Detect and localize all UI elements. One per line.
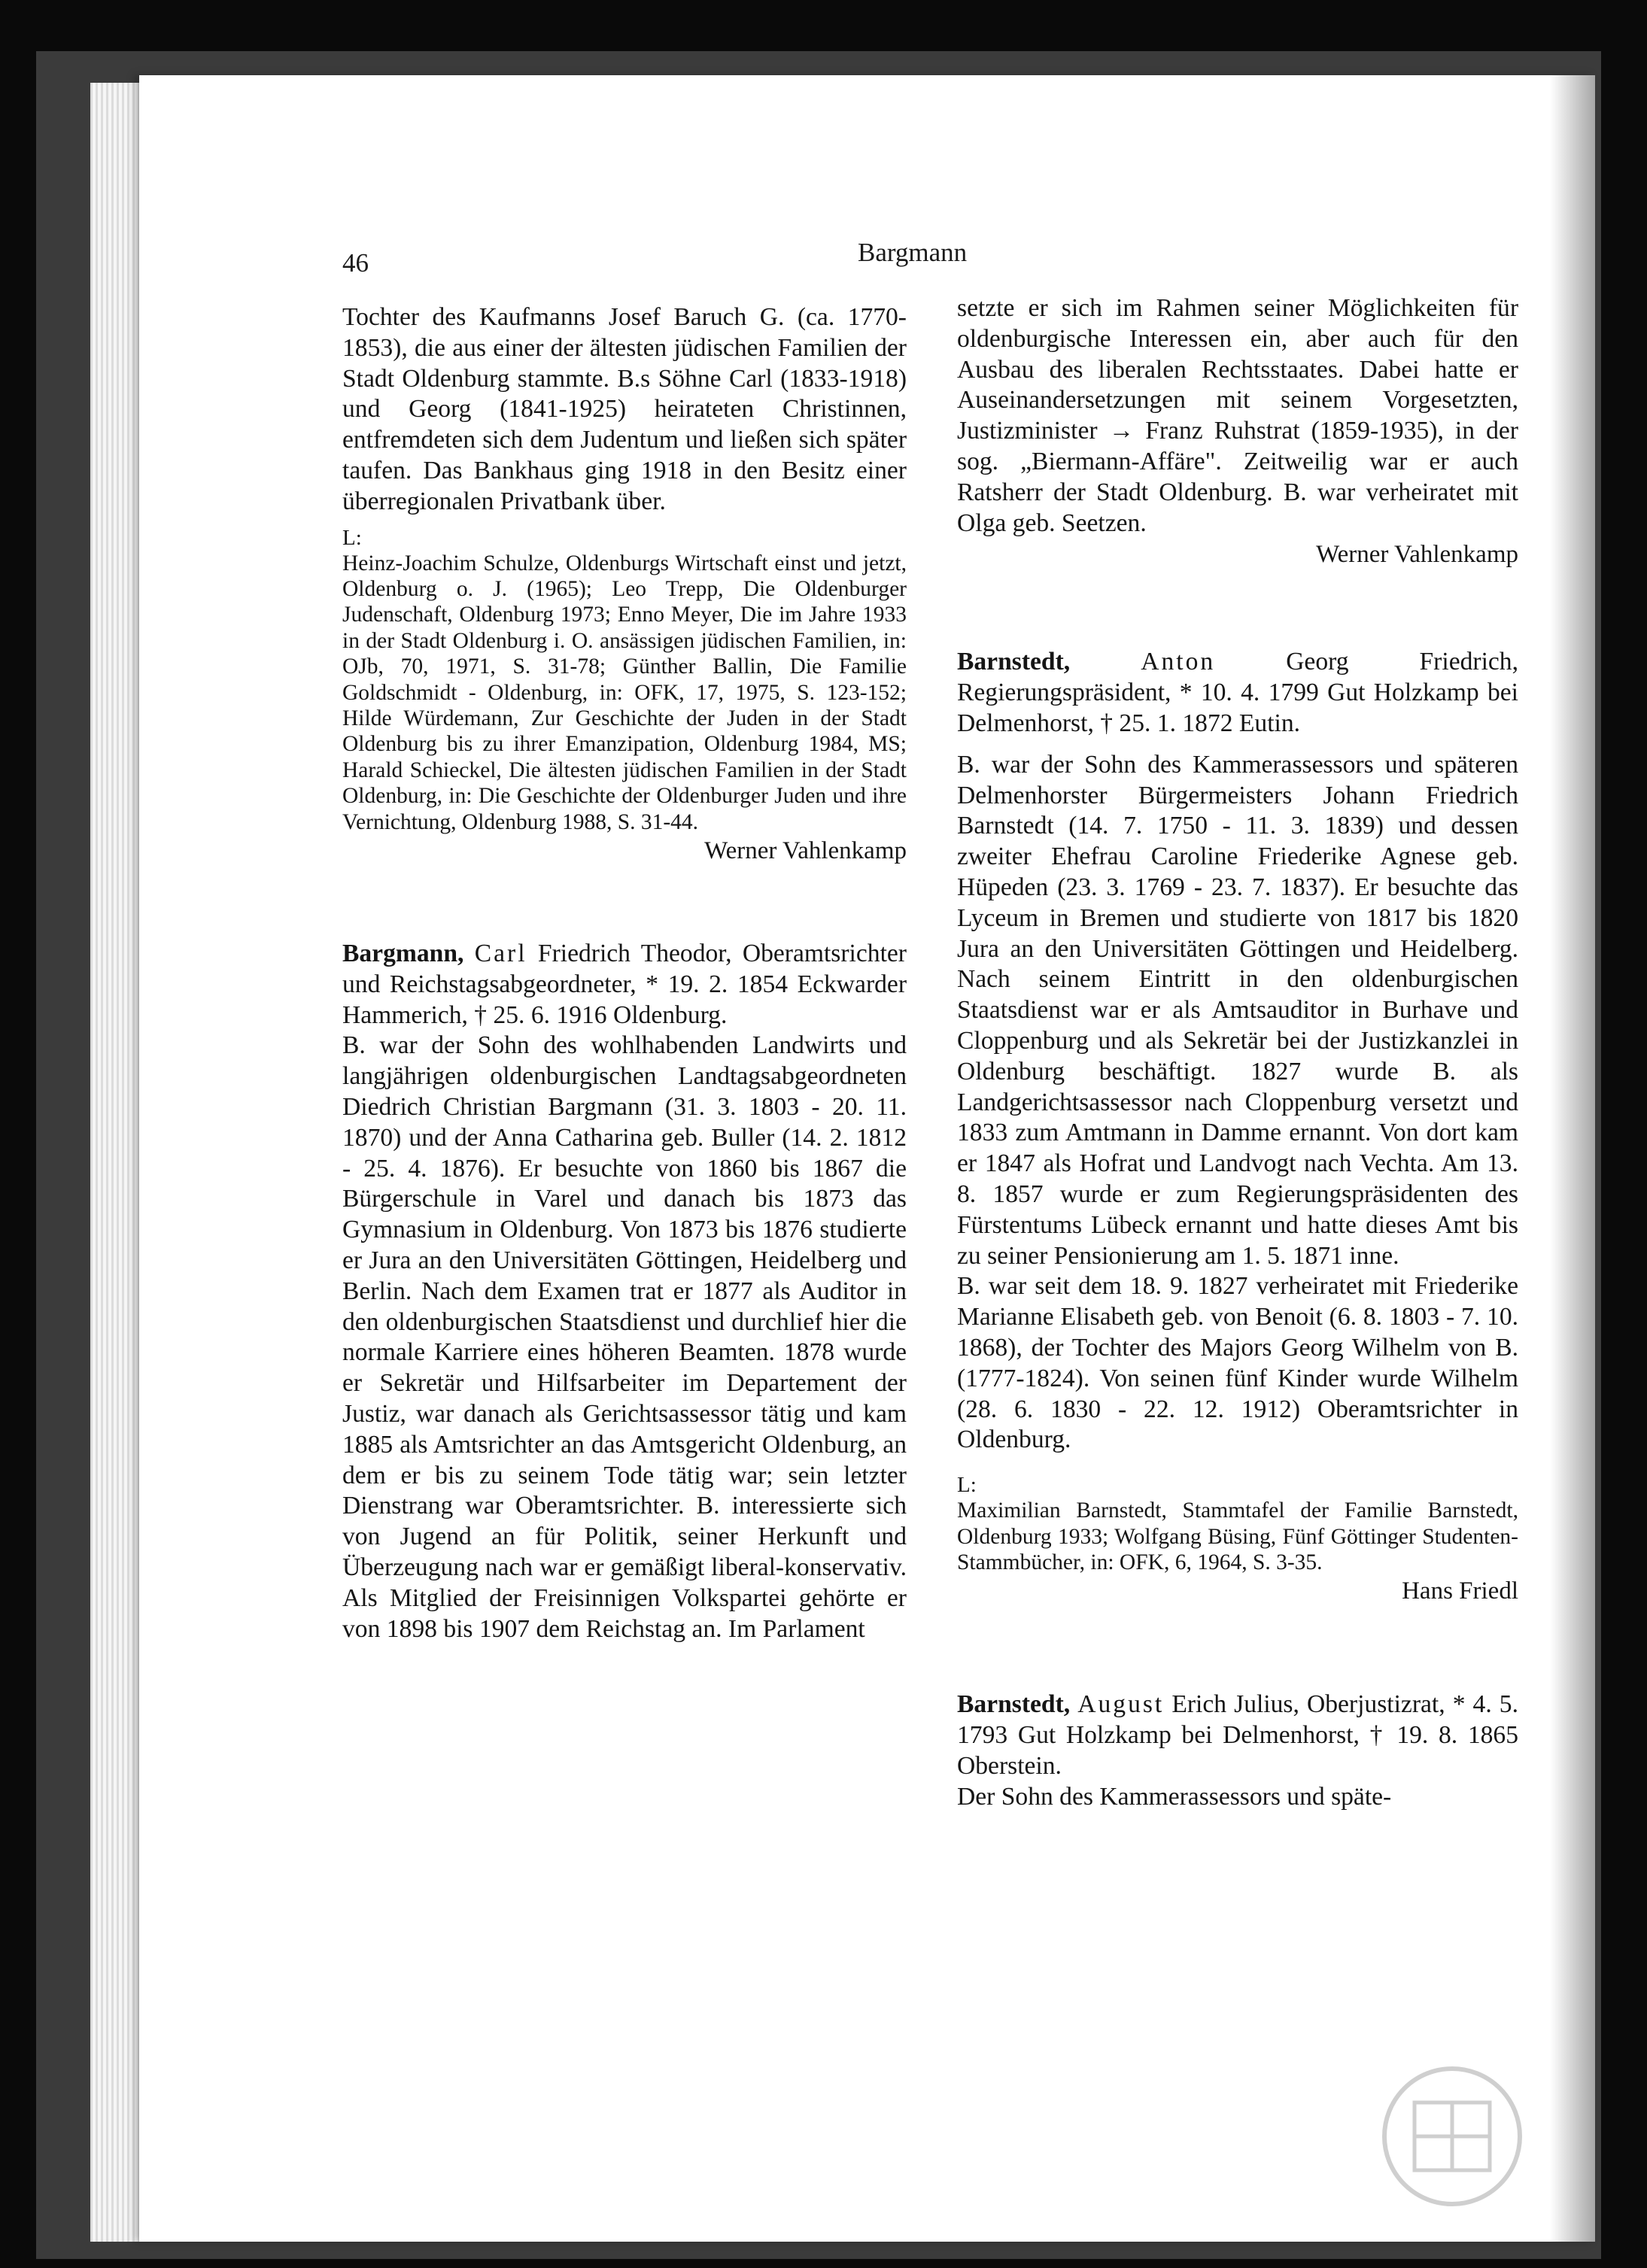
entry-surname: Bargmann, — [342, 940, 464, 968]
right-column — [957, 293, 1518, 1813]
entry-heading-rest: Georg Friedrich, Regierungspräsident, * 10. 4. 1799 Gut Holzkamp bei Delmenhorst, † 25. 1. 1872 Eutin. — [957, 648, 1518, 737]
entry-body-marriage: B. war seit dem 18. 9. 1827 verheiratet mit Friederike Marianne Elisabeth geb. von Benoit (6. 8. 1803 - 7. 10. 1868), der Tochter des Majors Georg Wilhelm von B. (1777-1824). Von seinen fünf Kinder wurde Wilhelm (28. 6. 1830 - 22. 12. 1912) Oberamtsrichter in Oldenburg. — [957, 1272, 1518, 1454]
left-column — [342, 302, 907, 1644]
entry-given-name: Carl — [474, 940, 527, 968]
article-author: Werner Vahlenkamp — [704, 837, 907, 865]
article-author: Werner Vahlenkamp — [1316, 541, 1518, 569]
entry-body: B. war der Sohn des Kammerassessors und späteren Delmenhorster Bürgermeisters Johann Friedrich Barnstedt (14. 7. 1750 - 11. 3. 1839) und dessen zweiter Ehefrau Caroline Friederike Agnese geb. Hüpeden (23. 3. 1769 - 23. 7. 1837). Er besuchte das Lyceum in Bremen und studierte von 1817 bis 1820 Jura an den Universitäten Göttingen und Heidelberg. Nach seinem Eintritt in den oldenburgischen Staatsdienst war er als Amtsauditor in Burhave und Cloppenburg und als Sekretär bei der Justizkanzlei in Oldenburg beschäftigt. 1827 wurde B. als Landgerichtsassessor nach Cloppenburg versetzt und 1833 zum Amtmann in Damme ernannt. Von dort kam er 1847 als Hofrat und Landvogt nach Vechta. Am 13. 8. 1857 wurde er zum Regierungspräsidenten des Fürstentums Lübeck ernannt und hatte dieses Amt bis zu seiner Pensionierung am 1. 5. 1871 inne. — [957, 750, 1518, 1270]
article-author: Hans Friedl — [1402, 1577, 1518, 1605]
entry-body: Der Sohn des Kammerassessors und späte- — [957, 1782, 1392, 1811]
continued-paragraph: Tochter des Kaufmanns Josef Baruch G. (ca. 1770-1853), die aus einer der ältesten jüdischen Familien der Stadt Oldenburg stammte. B.s Söhne Carl (1833-1918) und Georg (1841-1925) heirateten Christinnen, entfremdeten sich dem Judentum und ließen sich später taufen. Das Bankhaus ging 1918 in den Besitz einer überregionalen Privatbank über. — [342, 303, 907, 515]
entry-surname: Barnstedt, — [957, 648, 1071, 676]
entry-surname: Barnstedt, — [957, 1690, 1071, 1719]
entry-given-name: August — [1077, 1690, 1165, 1719]
running-head: Bargmann — [858, 238, 968, 267]
page-number: 46 — [342, 248, 369, 278]
entry-heading-rest: Friedrich Theodor, Oberamtsrichter und Reichstagsabgeordneter, * 19. 2. 1854 Eckwarder Hammerich, † 25. 6. 1916 Oldenburg. — [342, 940, 907, 1029]
entry-heading — [957, 1690, 1518, 1781]
entry-heading — [957, 647, 1518, 739]
literature-label: L: — [957, 1473, 977, 1498]
library-stamp-icon — [1369, 2061, 1535, 2212]
page-gutter-shadow — [1550, 75, 1595, 2242]
entry-given-name: Anton — [1141, 648, 1216, 676]
literature-list: Heinz-Joachim Schulze, Oldenburgs Wirtschaft einst und jetzt, Oldenburg o. J. (1965); Leo Trepp, Die Oldenburger Judenschaft, Oldenburg 1973; Enno Meyer, Die im Jahre 1933 in der Stadt Oldenburg i. O. ansässigen jüdischen Familien, in: OJb, 70, 1971, S. 31-78; Günther Ballin, Die Familie Goldschmidt - Oldenburg, in: OFK, 17, 1975, S. 123-152; Hilde Würdemann, Zur Geschichte der Juden in der Stadt Oldenburg bis zu ihrer Emanzipation, Oldenburg 1984, MS; Harald Schieckel, Die ältesten jüdischen Familien in der Stadt Oldenburg, in: Die Geschichte der Oldenburger Juden und ihre Vernichtung, Oldenburg 1988, S. 31-44. — [342, 551, 907, 834]
entry-heading — [342, 939, 907, 1031]
entry-body: B. war der Sohn des wohlhabenden Landwirts und langjährigen oldenburgischen Landtagsabgeordneten Diedrich Christian Bargmann (31. 3. 1803 - 20. 11. 1870) und der Anna Catharina geb. Buller (14. 2. 1812 - 25. 4. 1876). Er besuchte von 1860 bis 1867 die Bürgerschule in Varel und danach bis 1873 das Gymnasium in Oldenburg. Von 1873 bis 1876 studierte er Jura an den Universitäten Göttingen, Heidelberg und Berlin. Nach dem Examen trat er 1877 als Auditor in den oldenburgischen Staatsdienst und durchlief hier die normale Karriere eines höheren Beamten. 1878 wurde er Sekretär und Hilfsarbeiter im Departement der Justiz, war danach als Gerichtsassessor tätig und kam 1885 als Amtsrichter an das Amtsgericht Oldenburg, an dem er bis zu seinem Tode tätig war; sein letzter Dienstrang war Oberamtsrichter. B. interessierte sich von Jugend an für Politik, seiner Herkunft und Überzeugung nach war er gemäßigt liberal-konservativ. Als Mitglied der Freisinnigen Volkspartei gehörte er von 1898 bis 1907 dem Reichstag an. Im Parlament — [342, 1031, 907, 1643]
literature-label: L: — [342, 525, 362, 550]
continued-paragraph: setzte er sich im Rahmen seiner Möglichkeiten für oldenburgische Interessen ein, aber auch für den Ausbau des liberalen Rechtsstaates. Dabei hatte er Auseinandersetzungen mit seinem Vorgesetzten, Justizminister → Franz Ruhstrat (1859-1935), in der sog. „Biermann-Affäre". Zeitweilig war er auch Ratsherr der Stadt Oldenburg. B. war verheiratet mit Olga geb. Seetzen. — [957, 294, 1518, 537]
entry-heading-rest: Erich Julius, Oberjustizrat, * 4. 5. 1793 Gut Holzkamp bei Delmenhorst, † 19. 8. 1865 Oberstein. — [957, 1690, 1518, 1780]
literature-list: Maximilian Barnstedt, Stammtafel der Familie Barnstedt, Oldenburg 1933; Wolfgang Büsing, Fünf Göttinger Studenten-Stammbücher, in: OFK, 6, 1964, S. 3-35. — [957, 1498, 1518, 1574]
